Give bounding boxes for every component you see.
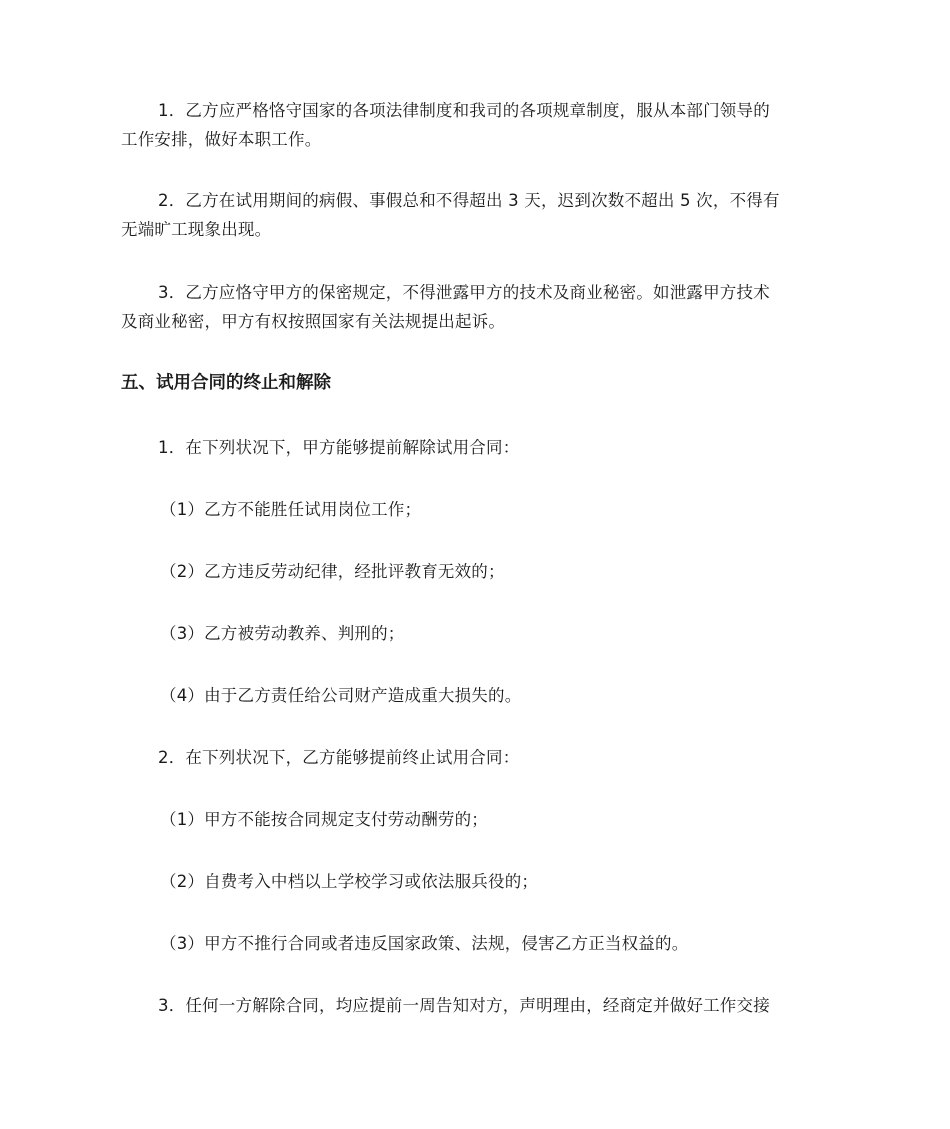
para3-line2: 及商业秘密，甲方有权按照国家有关法规提出起诉。 <box>121 312 506 331</box>
clause3-intro: 3．任何一方解除合同，均应提前一周告知对方，声明理由，经商定并做好工作交接 <box>158 996 770 1015</box>
section-heading: 五、试用合同的终止和解除 <box>121 373 331 393</box>
para2-line1: 2．乙方在试用期间的病假、事假总和不得超出 3 天，迟到次数不超出 5 次，不得有 <box>158 191 780 210</box>
clause2-item-3: （3）甲方不推行合同或者违反国家政策、法规，侵害乙方正当权益的。 <box>160 934 689 953</box>
clause1-item-1: （1）乙方不能胜任试用岗位工作； <box>160 500 422 519</box>
clause2-item-1: （1）甲方不能按合同规定支付劳动酬劳的； <box>160 810 488 829</box>
clause1-item-3: （3）乙方被劳动教养、判刑的； <box>160 624 405 643</box>
para1-line2: 工作安排，做好本职工作。 <box>121 130 322 149</box>
para1-line1: 1．乙方应严格恪守国家的各项法律制度和我司的各项规章制度，服从本部门领导的 <box>158 101 770 120</box>
clause1-item-2: （2）乙方违反劳动纪律，经批评教育无效的； <box>160 562 505 581</box>
para3-line1: 3．乙方应恪守甲方的保密规定，不得泄露甲方的技术及商业秘密。如泄露甲方技术 <box>158 283 770 302</box>
clause1-intro: 1．在下列状况下，甲方能够提前解除试用合同： <box>158 438 520 457</box>
clause2-intro: 2．在下列状况下，乙方能够提前终止试用合同： <box>158 748 520 767</box>
clause1-item-4: （4）由于乙方责任给公司财产造成重大损失的。 <box>160 686 522 705</box>
clause2-item-2: （2）自费考入中档以上学校学习或依法服兵役的； <box>160 872 539 891</box>
para2-line2: 无端旷工现象出现。 <box>121 220 272 239</box>
